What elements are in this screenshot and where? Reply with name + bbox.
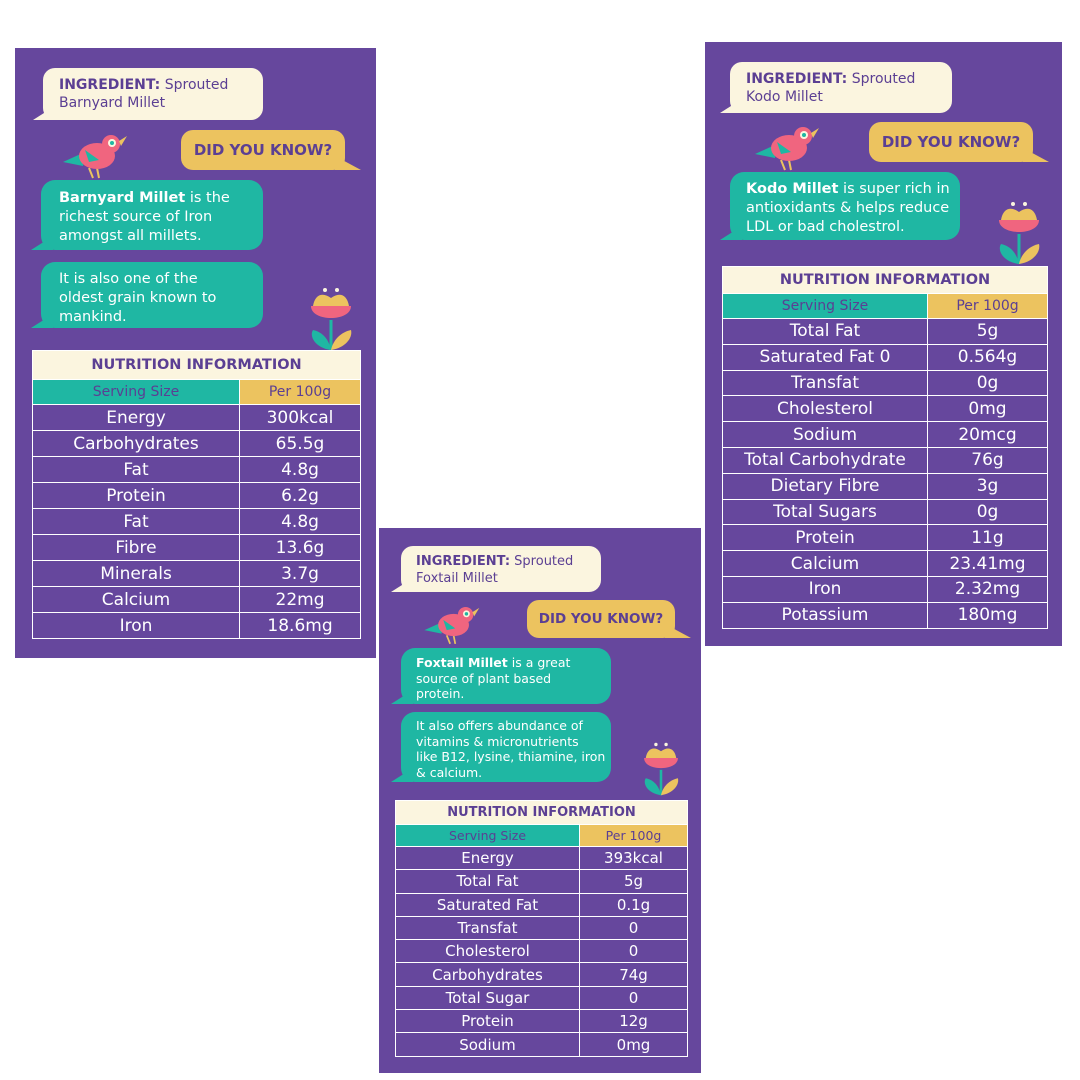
serving-size-header: Serving Size: [723, 294, 928, 319]
bird-icon: [751, 124, 821, 172]
nutrient-label: Potassium: [723, 602, 928, 628]
ingredient-text: Sprouted: [514, 554, 574, 569]
nutrient-value: 76g: [928, 447, 1048, 473]
nutrient-value: 18.6mg: [240, 613, 361, 639]
nutrient-label: Transfat: [723, 370, 928, 396]
table-row: [723, 525, 1048, 551]
serving-size-header: Serving Size: [33, 380, 240, 405]
nutrient-label: Energy: [396, 847, 580, 870]
serving-size-header: Serving Size: [396, 825, 580, 847]
nutrition-table: [722, 266, 1048, 629]
flower-icon: [305, 286, 357, 352]
ingredient-bubble: [43, 68, 263, 120]
fact-bubble-1: [401, 648, 611, 704]
fact-text: mankind.: [59, 308, 127, 325]
nutrient-value: 11g: [928, 525, 1048, 551]
table-row: [33, 509, 361, 535]
kodo-millet-card: [705, 42, 1062, 646]
fact-text: source of plant based: [416, 670, 552, 686]
per-100g-header: Per 100g: [240, 380, 361, 405]
nutrient-value: 65.5g: [240, 431, 361, 457]
table-title: NUTRITION INFORMATION: [723, 267, 1048, 294]
table-row: [33, 483, 361, 509]
table-row: [723, 447, 1048, 473]
nutrient-value: 12g: [580, 1010, 688, 1033]
nutrient-value: 0: [580, 940, 688, 963]
nutrient-label: Energy: [33, 405, 240, 431]
fact-text: is the: [185, 190, 230, 206]
fact-bubble-1: [41, 180, 263, 250]
nutrient-value: 22mg: [240, 587, 361, 613]
bird-icon: [59, 132, 129, 180]
nutrient-value: 20mcg: [928, 422, 1048, 448]
table-row: [396, 870, 688, 893]
nutrient-value: 0mg: [928, 396, 1048, 422]
nutrient-value: 0g: [928, 499, 1048, 525]
ingredient-bubble: [401, 546, 601, 592]
nutrient-value: 2.32mg: [928, 576, 1048, 602]
barnyard-millet-card: [15, 48, 376, 658]
nutrient-label: Total Carbohydrate: [723, 447, 928, 473]
table-row: [396, 1010, 688, 1033]
table-row: [33, 457, 361, 483]
nutrient-value: 0: [580, 916, 688, 939]
table-row: [33, 561, 361, 587]
nutrient-label: Protein: [33, 483, 240, 509]
nutrient-label: Sodium: [723, 422, 928, 448]
did-you-know-label: DID YOU KNOW?: [881, 133, 1021, 151]
ingredient-text: Sprouted: [164, 77, 229, 93]
fact-text: is super rich in: [838, 181, 950, 197]
nutrient-value: 5g: [580, 870, 688, 893]
table-row: [723, 499, 1048, 525]
table-row: [33, 587, 361, 613]
fact-text: & calcium.: [416, 764, 483, 780]
nutrient-value: 23.41mg: [928, 551, 1048, 577]
table-row: [723, 370, 1048, 396]
fact-bold: Foxtail Millet: [416, 655, 508, 670]
table-row: [723, 551, 1048, 577]
nutrient-label: Fibre: [33, 535, 240, 561]
nutrient-value: 300kcal: [240, 405, 361, 431]
nutrient-label: Total Sugar: [396, 986, 580, 1009]
table-row: [33, 613, 361, 639]
nutrient-value: 0.1g: [580, 893, 688, 916]
did-you-know-bubble: [181, 130, 345, 170]
fact-bubble-2: [401, 712, 611, 782]
fact-text: protein.: [416, 686, 465, 701]
nutrient-label: Total Sugars: [723, 499, 928, 525]
nutrient-label: Protein: [723, 525, 928, 551]
table-row: [33, 535, 361, 561]
nutrient-label: Cholesterol: [396, 940, 580, 963]
ingredient-line2: Barnyard Millet: [59, 94, 166, 111]
ingredient-text: Sprouted: [851, 71, 916, 87]
ingredient-bubble: [730, 62, 952, 113]
nutrition-table: [32, 350, 361, 639]
nutrient-value: 6.2g: [240, 483, 361, 509]
fact-bubble-1: [730, 172, 960, 240]
table-row: [723, 576, 1048, 602]
nutrient-label: Iron: [33, 613, 240, 639]
fact-text: It also offers abundance of: [416, 718, 583, 733]
nutrient-label: Saturated Fat 0: [723, 344, 928, 370]
did-you-know-label: DID YOU KNOW?: [193, 141, 333, 159]
fact-text: like B12, lysine, thiamine, iron: [416, 749, 606, 764]
table-row: [396, 986, 688, 1009]
fact-text: antioxidants & helps reduce: [746, 199, 950, 216]
nutrient-label: Carbohydrates: [33, 431, 240, 457]
nutrient-label: Dietary Fibre: [723, 473, 928, 499]
table-row: [396, 893, 688, 916]
nutrient-value: 0: [580, 986, 688, 1009]
table-row: [723, 422, 1048, 448]
table-row: [396, 940, 688, 963]
nutrient-value: 13.6g: [240, 535, 361, 561]
nutrient-label: Fat: [33, 509, 240, 535]
ingredient-prefix: INGREDIENT:: [746, 71, 848, 87]
nutrient-label: Minerals: [33, 561, 240, 587]
ingredient-line2: Kodo Millet: [746, 88, 823, 105]
nutrient-label: Protein: [396, 1010, 580, 1033]
fact-text: vitamins & micronutrients: [416, 733, 579, 749]
nutrient-label: Transfat: [396, 916, 580, 939]
nutrient-value: 0g: [928, 370, 1048, 396]
ingredient-line2: Foxtail Millet: [416, 570, 498, 586]
fact-text: is a great: [507, 655, 571, 670]
table-row: [396, 916, 688, 939]
ingredient-prefix: INGREDIENT:: [416, 554, 511, 569]
flower-icon: [993, 200, 1045, 266]
fact-bold: Barnyard Millet: [59, 190, 186, 206]
table-row: [396, 963, 688, 986]
table-title: NUTRITION INFORMATION: [396, 801, 688, 825]
nutrient-value: 4.8g: [240, 509, 361, 535]
did-you-know-label: DID YOU KNOW?: [538, 611, 664, 627]
nutrient-label: Fat: [33, 457, 240, 483]
table-title: NUTRITION INFORMATION: [33, 351, 361, 380]
per-100g-header: Per 100g: [928, 294, 1048, 319]
table-row: [723, 396, 1048, 422]
nutrient-label: Total Fat: [396, 870, 580, 893]
fact-bubble-2: [41, 262, 263, 328]
did-you-know-bubble: [527, 600, 675, 638]
foxtail-millet-card: [379, 528, 701, 1073]
table-row: [723, 319, 1048, 345]
table-row: [723, 602, 1048, 628]
fact-bold: Kodo Millet: [746, 181, 839, 197]
nutrient-value: 0.564g: [928, 344, 1048, 370]
table-row: [396, 1033, 688, 1056]
nutrient-label: Cholesterol: [723, 396, 928, 422]
nutrient-label: Iron: [723, 576, 928, 602]
nutrient-value: 393kcal: [580, 847, 688, 870]
fact-text: richest source of Iron: [59, 208, 213, 225]
table-row: [723, 344, 1048, 370]
nutrient-value: 5g: [928, 319, 1048, 345]
fact-text: oldest grain known to: [59, 289, 217, 306]
nutrient-value: 0mg: [580, 1033, 688, 1056]
per-100g-header: Per 100g: [580, 825, 688, 847]
table-row: [396, 847, 688, 870]
nutrient-label: Calcium: [723, 551, 928, 577]
fact-text: It is also one of the: [59, 271, 198, 287]
table-row: [723, 473, 1048, 499]
nutrient-value: 3.7g: [240, 561, 361, 587]
did-you-know-bubble: [869, 122, 1033, 162]
nutrient-label: Saturated Fat: [396, 893, 580, 916]
nutrient-value: 3g: [928, 473, 1048, 499]
nutrient-value: 180mg: [928, 602, 1048, 628]
fact-text: amongst all millets.: [59, 227, 202, 244]
nutrient-label: Carbohydrates: [396, 963, 580, 986]
flower-icon: [639, 740, 683, 798]
bird-icon: [421, 604, 481, 646]
table-row: [33, 431, 361, 457]
nutrition-table: [395, 800, 688, 1057]
ingredient-prefix: INGREDIENT:: [59, 77, 161, 93]
table-row: [33, 405, 361, 431]
nutrient-label: Sodium: [396, 1033, 580, 1056]
nutrient-label: Calcium: [33, 587, 240, 613]
nutrient-value: 74g: [580, 963, 688, 986]
nutrient-label: Total Fat: [723, 319, 928, 345]
fact-text: LDL or bad cholestrol.: [746, 218, 905, 235]
nutrient-value: 4.8g: [240, 457, 361, 483]
